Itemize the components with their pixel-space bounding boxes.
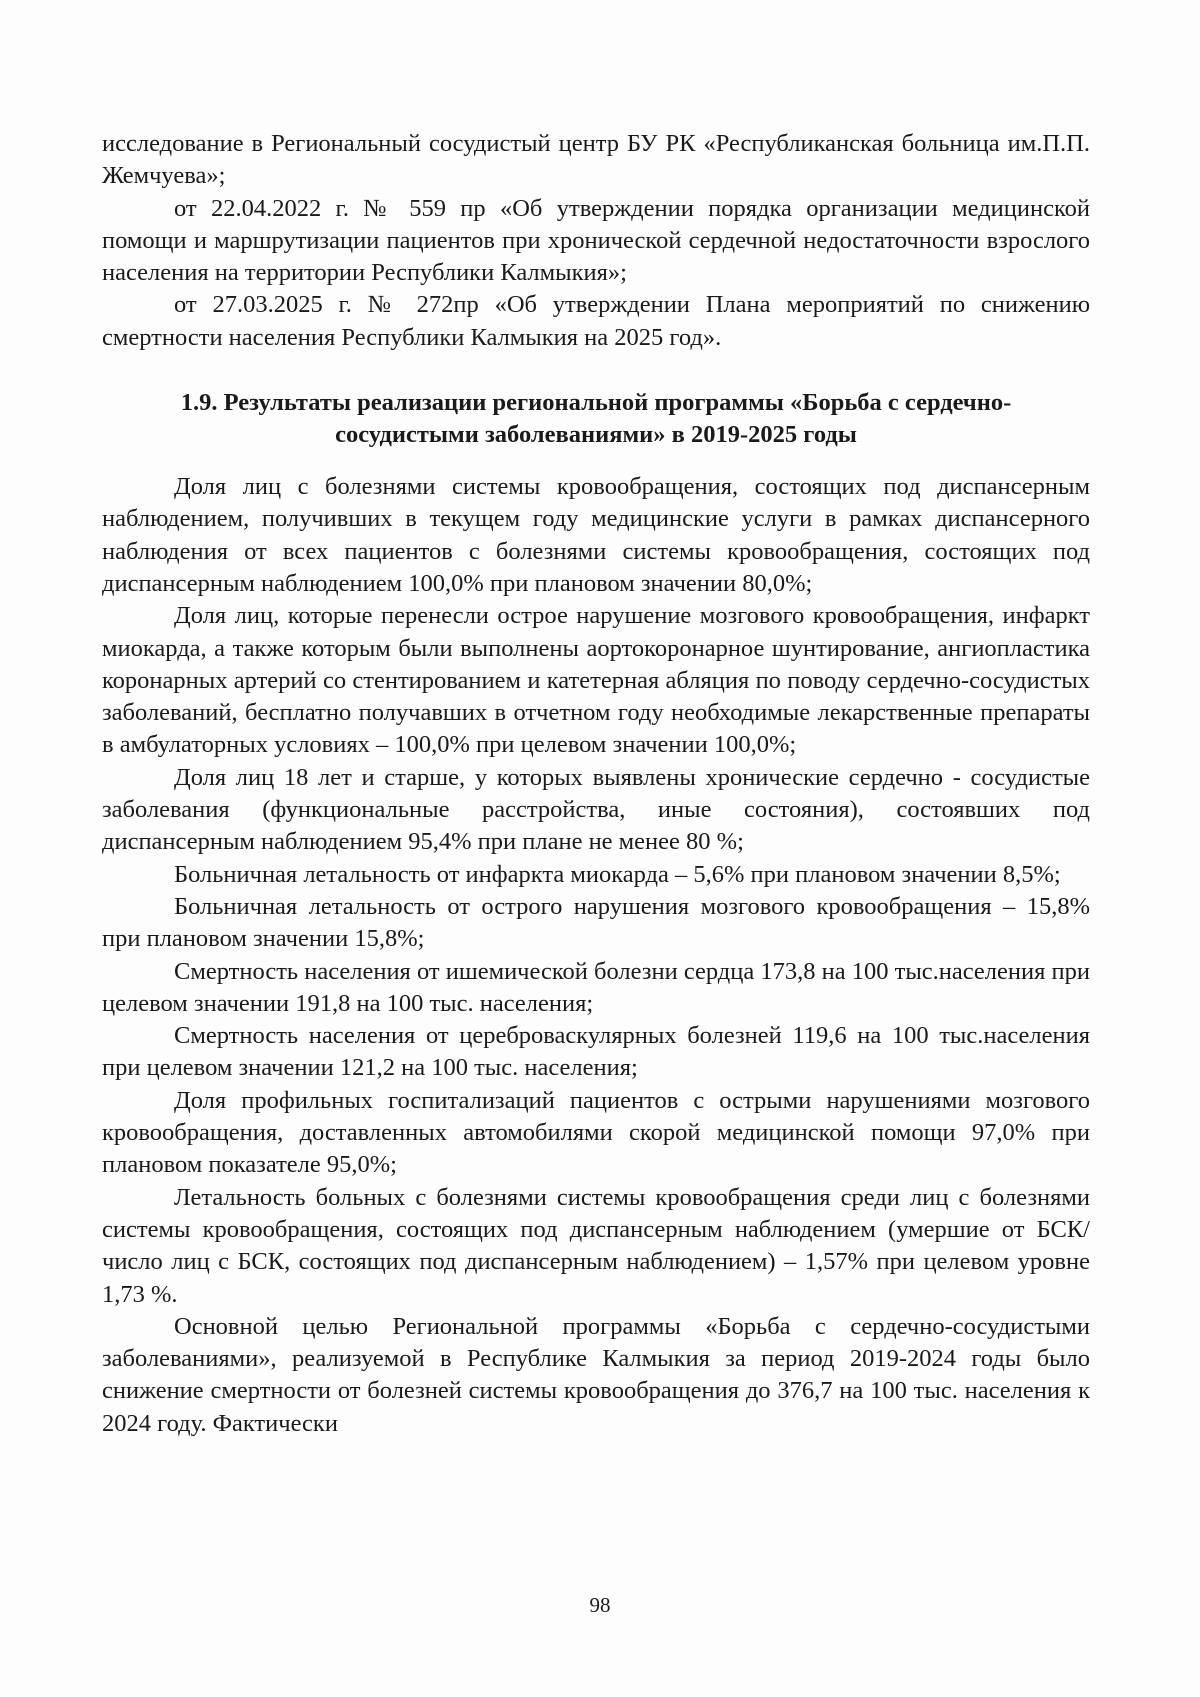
- page-number: 98: [589, 1593, 611, 1617]
- paragraph-stroke-mortality: Больничная летальность от острого нарушения мозгового кровообращения – 15,8% при плановом значении 15,8%;: [102, 892, 1090, 953]
- paragraph-chronic-cvd-share: Доля лиц 18 лет и старше, у которых выявлены хронические сердечно - сосудистые заболевания (функциональные расстройства, иные состояния), состоявших под диспансерным наблюдением 95,4% при плане не менее 80 %;: [102, 763, 1090, 856]
- paragraph-cerebrovascular-death-rate: Смертность населения от цереброваскулярных болезней 119,6 на 100 тыс.населения при целевом значении 121,2 на 100 тыс. населения;: [102, 1022, 1090, 1082]
- paragraph-order-559: от 22.04.2022 г. № 559 пр «Об утверждении порядка организации медицинской помощи и маршрутизации пациентов при хронической сердечной недостаточности взрослого населения на территории Республики Калмыкия»;: [102, 194, 1090, 287]
- paragraph-bsk-lethality: Летальность больных с болезнями системы кровообращения среди лиц с болезнями системы кровообращения, состоящих под диспансерным наблюдением (умершие от БСК/ число лиц с БСК, состоящих под диспансерным наблюдением) – 1,57% при целевом уровне 1,73 %.: [102, 1183, 1090, 1308]
- paragraph-order-272: от 27.03.2025 г. № 272пр «Об утверждении Плана мероприятий по снижению смертности населения Республики Калмыкия на 2025 год».: [102, 291, 1090, 351]
- paragraph-continuation: исследование в Региональный сосудистый центр БУ РК «Республиканская больница им.П.П. Жемчуева»;: [102, 130, 1090, 190]
- paragraph-program-goal: Основной целью Региональной программы «Борьба с сердечно-сосудистыми заболеваниями», реализуемой в Республике Калмыкия за период 2019-2024 годы было снижение смертности от болезней системы кровообращения до 376,7 на 100 тыс. населения к 2024 году. Фактически: [102, 1312, 1090, 1437]
- paragraph-ihd-death-rate: Смертность населения от ишемической болезни сердца 173,8 на 100 тыс.населения при целевом значении 191,8 на 100 тыс. населения;: [102, 957, 1090, 1017]
- section-heading: 1.9. Результаты реализации региональной программы «Борьба с сердечно-сосудистыми заболеваниями» в 2019-2025 годы: [180, 389, 1012, 449]
- paragraph-free-medication-share: Доля лиц, которые перенесли острое нарушение мозгового кровообращения, инфаркт миокарда, а также которым были выполнены аортокоронарное шунтирование, ангиопластика коронарных артерий со стентированием и катетерная абляция по поводу сердечно-сосудистых заболеваний, бесплатно получавших в отчетном году необходимые лекарственные препараты в амбулаторных условиях – 100,0% при целевом значении 100,0%;: [102, 602, 1090, 759]
- paragraph-dispensary-share: Доля лиц с болезнями системы кровообращения, состоящих под диспансерным наблюдением, получивших в текущем году медицинские услуги в рамках диспансерного наблюдения от всех пациентов с болезнями системы кровообращения, состоящих под диспансерным наблюдением 100,0% при плановом значении 80,0%;: [102, 473, 1090, 597]
- paragraph-ambulance-hospitalization: Доля профильных госпитализаций пациентов с острыми нарушениями мозгового кровообращения, доставленных автомобилями скорой медицинской помощи 97,0% при плановом показателе 95,0%;: [102, 1086, 1090, 1179]
- paragraph-mi-mortality: Больничная летальность от инфаркта миокарда – 5,6% при плановом значении 8,5%;: [174, 860, 1061, 888]
